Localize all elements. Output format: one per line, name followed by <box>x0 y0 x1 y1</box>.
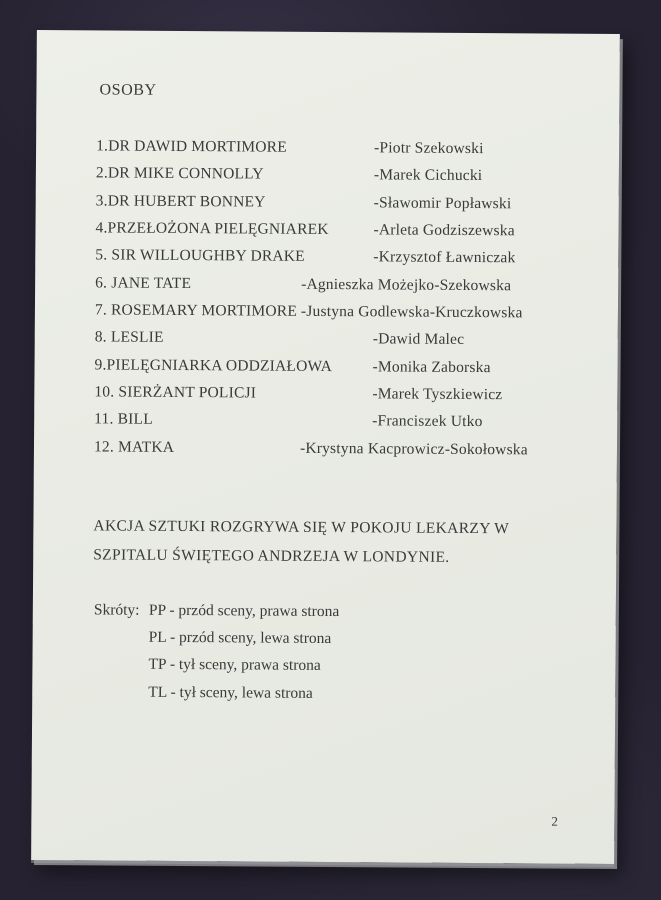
character-name: 8. LESLIE <box>94 328 164 347</box>
character-name: 3.DR HUBERT BONNEY <box>95 192 266 211</box>
cast-row <box>95 242 598 273</box>
setting-line: AKCJA SZTUKI ROZGRYWA SIĘ W POKOJU LEKARZY W <box>93 517 510 538</box>
character-name: 11. BILL <box>94 410 153 429</box>
page-number: 2 <box>551 813 558 829</box>
cast-row <box>96 132 599 163</box>
cast-row <box>95 296 598 327</box>
character-name: 10. SIERŻANT POLICJI <box>94 383 257 402</box>
character-name: 2.DR MIKE CONNOLLY <box>95 164 264 183</box>
character-name: 9.PIELĘGNIARKA ODDZIAŁOWA <box>94 356 333 375</box>
cast-row <box>95 269 598 300</box>
abbreviations-block <box>93 596 339 707</box>
character-name: 12. MATKA <box>93 438 175 456</box>
cast-row <box>94 351 597 382</box>
actor-name: -Marek Tyszkiewicz <box>372 385 503 404</box>
character-name: 6. JANE TATE <box>95 274 192 292</box>
cast-row <box>94 406 597 437</box>
character-name: 5. SIR WILLOUGHBY DRAKE <box>95 246 305 266</box>
actor-name: -Monika Zaborska <box>372 358 491 376</box>
actor-name: -Krzysztof Ławniczak <box>373 248 516 267</box>
cast-row <box>95 324 598 355</box>
actor-name: -Marek Cichucki <box>373 166 483 185</box>
character-name: 4.PRZEŁOŻONA PIELĘGNIAREK <box>95 219 329 239</box>
setting-line: SZPITALU ŚWIĘTEGO ANDRZEJA W LONDYNIE. <box>93 545 450 566</box>
actor-name: -Krystyna Kacprowicz-Sokołowska <box>299 439 528 459</box>
cast-list <box>94 132 599 464</box>
actor-name: -Sławomir Popławski <box>373 194 512 212</box>
abbreviations-label: Skróty: <box>93 601 140 619</box>
abbreviation-item: PL - przód sceny, lewa strona <box>148 628 332 648</box>
actor-name: -Dawid Malec <box>372 330 465 349</box>
cast-row <box>94 378 597 409</box>
cast-row <box>96 160 599 191</box>
actor-name: -Piotr Szekowski <box>374 139 484 158</box>
page-title: OSOBY <box>99 81 157 99</box>
character-name: 1.DR DAWID MORTIMORE <box>96 137 287 156</box>
setting-paragraph <box>93 512 576 572</box>
document-page <box>31 30 620 864</box>
cast-row <box>95 214 598 245</box>
cast-row <box>94 433 597 464</box>
actor-name: -Justyna Godlewska-Kruczkowska <box>300 302 523 322</box>
actor-name: -Agnieszka Możejko-Szekowska <box>301 275 512 295</box>
character-name: 7. ROSEMARY MORTIMORE <box>94 301 298 320</box>
actor-name: -Franciszek Utko <box>372 412 483 431</box>
actor-name: -Arleta Godziszewska <box>373 221 515 240</box>
cast-row <box>96 187 599 218</box>
abbreviation-items <box>148 597 339 707</box>
abbreviation-item: PP - przód sceny, prawa strona <box>148 601 340 621</box>
abbreviation-item: TP - tył sceny, prawa strona <box>148 656 321 675</box>
abbreviation-item: TL - tył sceny, lewa strona <box>148 683 313 702</box>
